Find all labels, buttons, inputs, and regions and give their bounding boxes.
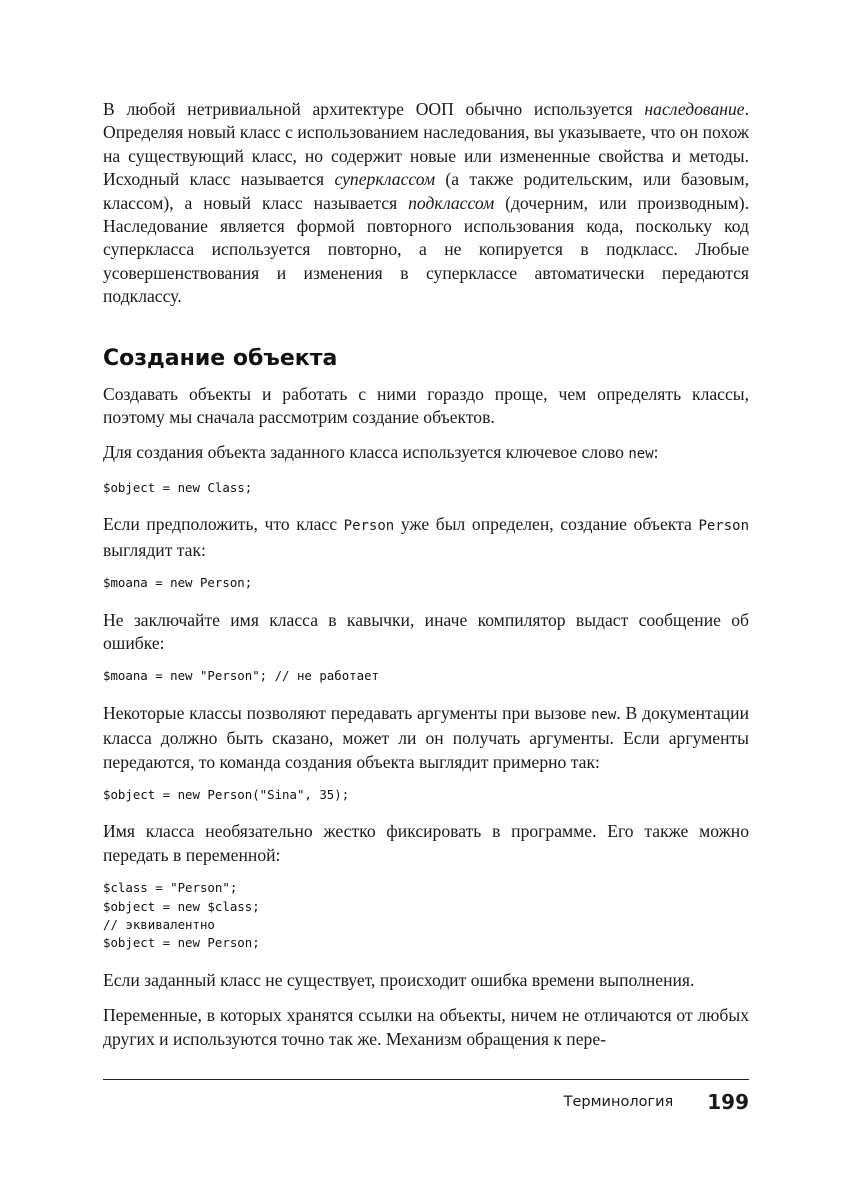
section-title: Создание объекта bbox=[103, 345, 338, 371]
code-block: $class = "Person"; $object = new $class; // эквивалентно $object = new Person; bbox=[103, 880, 260, 951]
code-block: $object = new Class; bbox=[103, 479, 253, 495]
inline-code: Person bbox=[343, 518, 395, 535]
inline-code: new bbox=[591, 706, 617, 723]
term-inheritance: наследование bbox=[644, 99, 745, 119]
inline-code: Person bbox=[698, 518, 750, 535]
inline-code: new bbox=[628, 446, 654, 463]
term-subclass: подклассом bbox=[408, 192, 495, 213]
intro-paragraph: В любой нетривиальной архитектуре ООП обычно используется наследование. Определяя новый класс с использованием наследования, вы указываете, что он похож на существующий класс, но содержит новые или измененные свойства и методы. Исходный класс называется суперклассом (а также родительским, или базовым, классом), а новый класс называется подклассом (дочерним, или производным). Наследование является формой повторного использования кода, поскольку код суперкласса используется повторно, а не копируется в подкласс. Любые усовершенствования и изменения в суперклассе автоматически передаются подклассу. bbox=[103, 99, 749, 307]
paragraph: Переменные, в которых хранятся ссылки на объекты, ничем не отличаются от любых других и используются точно так же. Механизм обращения к пере- bbox=[103, 1005, 749, 1049]
footer-divider bbox=[103, 1079, 749, 1080]
term-superclass: суперклассом bbox=[334, 169, 436, 190]
page-content bbox=[103, 98, 749, 1063]
running-footer-title: Терминология bbox=[563, 1094, 674, 1110]
page-number: 199 bbox=[707, 1090, 749, 1114]
code-block: $moana = new Person; bbox=[103, 575, 253, 591]
code-block: $object = new Person("Sina", 35); bbox=[103, 786, 350, 802]
paragraph: Если предположить, что класс Person уже был определен, создание объекта Person выглядит так: bbox=[103, 514, 750, 560]
paragraph: Не заключайте имя класса в кавычки, иначе компилятор выдаст сообщение об ошибке: bbox=[103, 609, 749, 653]
paragraph: Некоторые классы позволяют передавать аргументы при вызове new. В документации класса должно быть сказано, может ли он получать аргументы. Если аргументы передаются, то команда создания объекта выглядит примерно так: bbox=[103, 702, 749, 772]
paragraph: Создавать объекты и работать с ними гораздо проще, чем определять классы, поэтому мы сначала рассмотрим создание объектов. bbox=[103, 383, 749, 428]
page-footer bbox=[103, 1085, 749, 1119]
paragraph: Если заданный класс не существует, происходит ошибка времени выполнения. bbox=[103, 969, 695, 990]
paragraph: Имя класса необязательно жестко фиксировать в программе. Его также можно передать в переменной: bbox=[103, 821, 749, 865]
code-block: $moana = new "Person"; // не работает bbox=[103, 668, 380, 684]
paragraph: Для создания объекта заданного класса используется ключевое слово new: bbox=[103, 442, 659, 463]
